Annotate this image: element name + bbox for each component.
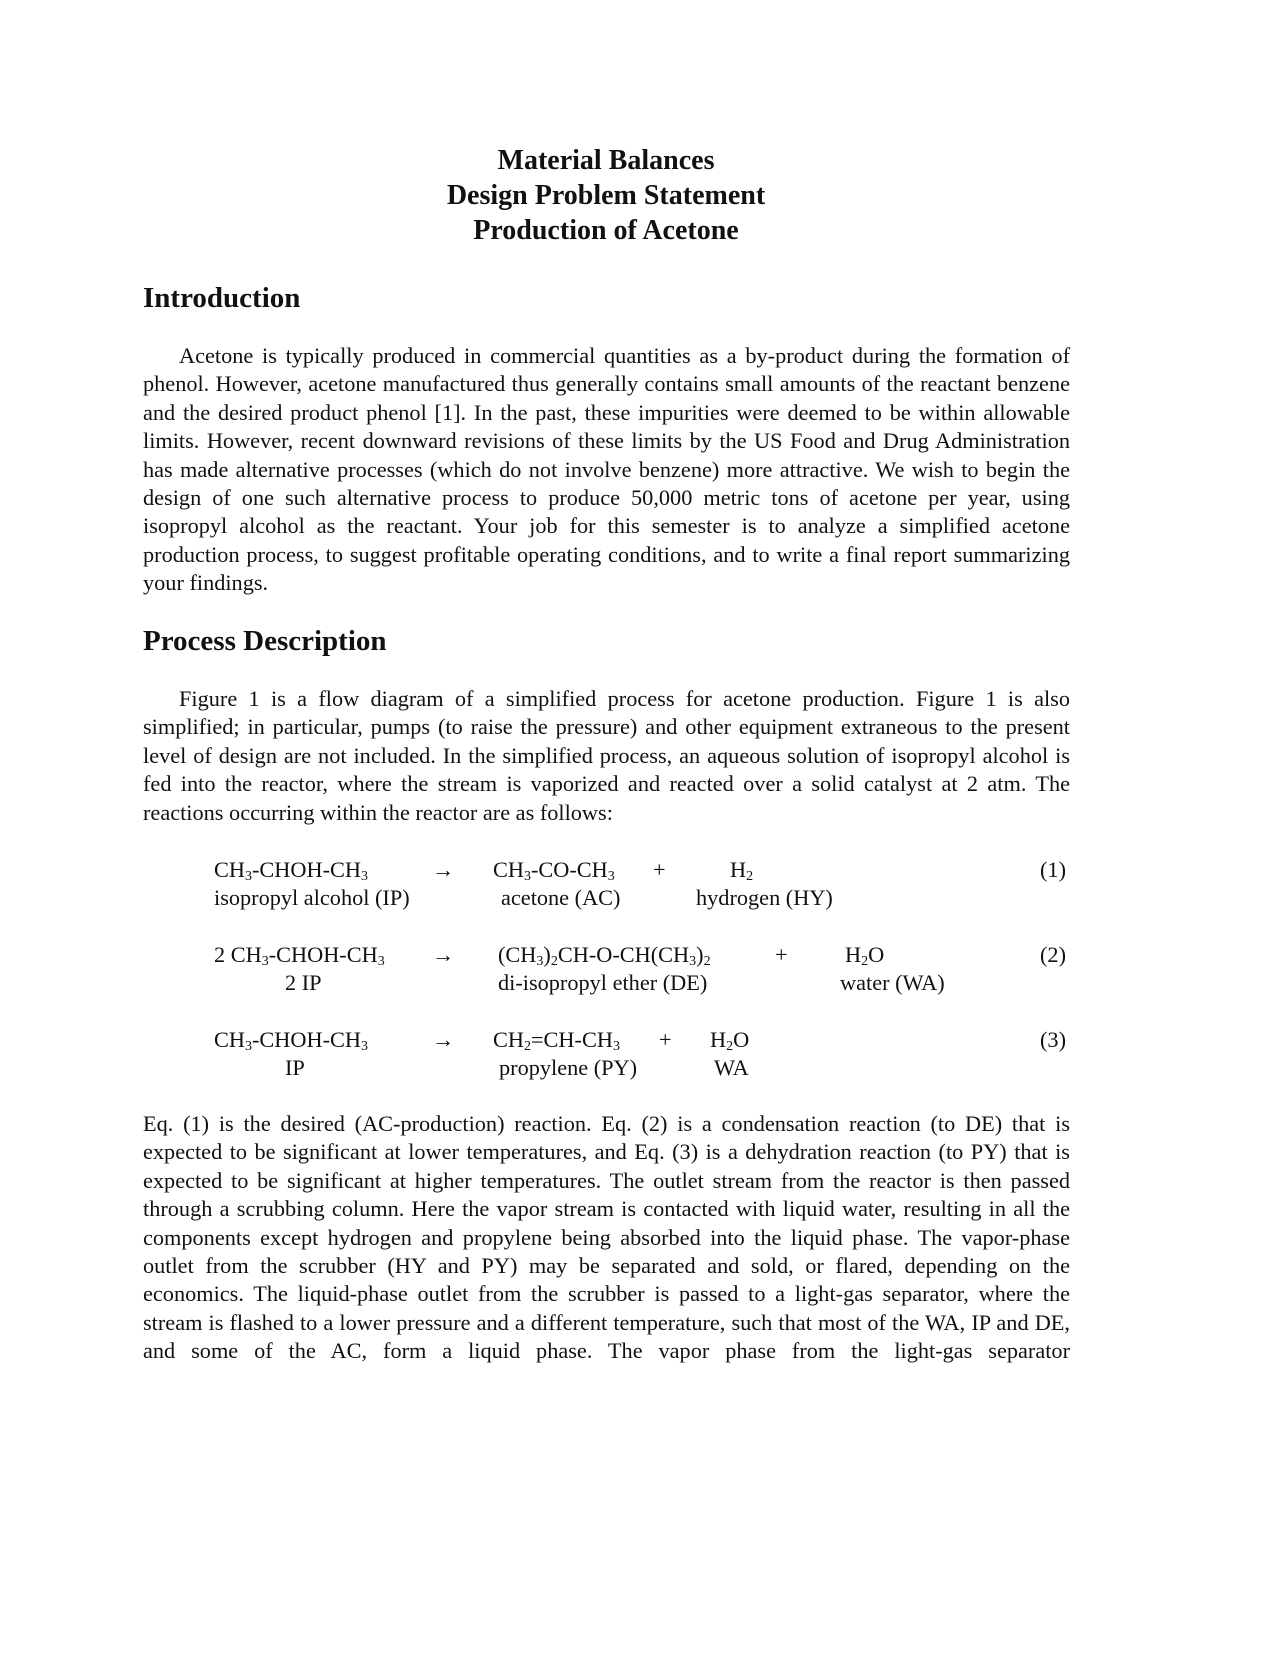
eq3-number: (3) [1040,1027,1066,1052]
formula-subscript: 2 [523,1039,531,1054]
formula-text: (CH [498,942,537,967]
heading-introduction: Introduction [143,282,301,314]
eq3-plus: + [659,1027,672,1052]
formula-subscript: 3 [361,1039,368,1054]
eq1-number: (1) [1040,857,1066,882]
eq3-product-1 [493,1026,620,1054]
eq1-plus: + [653,857,666,882]
formula-subscript: 3 [607,869,615,884]
formula-text: H [730,857,747,882]
eq1-product-1-label: acetone (AC) [501,885,621,910]
formula-text: H [710,1027,727,1052]
eq1-arrow: → [432,857,455,882]
formula-subscript: 2 [746,869,754,884]
eq2-plus: + [775,942,788,967]
formula-subscript: 3 [361,869,368,884]
process-paragraph-1: Figure 1 is a flow diagram of a simplified process for acetone production. Figure 1 is also simplified; in particular, pumps (to raise the pressure) and other equipment extraneous to the present level of design are not included. In the simplified process, an aqueous solution of isopropyl alcohol is fed into the reactor, where the stream is vaporized and reacted over a solid catalyst at 2 atm. The reactions occurring within the reactor are as follows: [143,686,1070,825]
process-paragraph-2: Eq. (1) is the desired (AC-production) reaction. Eq. (2) is a condensation reaction (to DE) that is expected to be significant at lower temperatures, and Eq. (3) is a dehydration reaction (to PY) that is expected to be significant at higher temperatures. The outlet stream from the reactor is then passed through a scrubbing column. Here the vapor stream is contacted with liquid water, resulting in all the components except hydrogen and propylene being absorbed into the liquid phase. The vapor-phase outlet from the scrubber (HY and PY) may be separated and sold, or flared, depending on the economics. The liquid-phase outlet from the scrubber is passed to a light-gas separator, where the stream is flashed to a lower pressure and a different temperature, such that most of the WA, IP and DE, and some of the AC, form a liquid phase. The vapor phase from the light-gas separator [143,1111,1070,1364]
heading-process-description: Process Description [143,625,387,657]
eq3-product-2-label: WA [714,1055,749,1080]
eq2-product-1-label: di-isopropyl ether (DE) [498,970,708,995]
formula-subscript: 2 [550,954,558,969]
formula-subscript: 3 [377,954,385,969]
formula-text: -CO-CH [530,857,608,882]
eq1-reactant-label: isopropyl alcohol (IP) [214,885,410,910]
formula-text: -CHOH-CH [268,942,378,967]
formula-text: CH [214,1027,245,1052]
formula-text: ) [696,942,704,967]
eq3-product-2 [710,1026,749,1054]
formula-subscript: 3 [261,954,269,969]
formula-text: CH-O-CH(CH [557,942,690,967]
eq2-product-2 [845,941,884,969]
formula-subscript: 2 [726,1039,734,1054]
formula-text: -CHOH-CH [251,1027,361,1052]
formula-text: ) [543,942,551,967]
title-line-3: Production of Acetone [473,215,739,246]
eq2-product-1 [498,941,711,969]
formula-subscript: 3 [536,954,544,969]
formula-subscript: 3 [244,1039,252,1054]
eq2-number: (2) [1040,942,1066,967]
eq3-reactant-label: IP [285,1055,305,1080]
formula-text: CH [214,857,245,882]
formula-subscript: 3 [689,954,697,969]
introduction-paragraph: Acetone is typically produced in commercial quantities as a by-product during the formation of phenol. However, acetone manufactured thus generally contains small amounts of the reactant benzene and the desired product phenol [1]. In the past, these impurities were deemed to be within allowable limits. However, recent downward revisions of these limits by the US Food and Drug Administration has made alternative processes (which do not involve benzene) more attractive. We wish to begin the design of one such alternative process to produce 50,000 metric tons of acetone per year, using isopropyl alcohol as the reactant. Your job for this semester is to analyze a simplified acetone production process, to suggest profitable operating conditions, and to write a final report summarizing your findings. [143,343,1070,596]
eq1-reactant [214,856,368,884]
formula-subscript: 2 [703,954,711,969]
eq3-product-1-label: propylene (PY) [499,1055,638,1080]
eq2-reactant [214,941,385,969]
formula-text: =CH-CH [530,1027,613,1052]
formula-subscript: 3 [612,1039,620,1054]
formula-text: 2 CH [214,942,262,967]
formula-subscript: 3 [244,869,252,884]
document-title [0,143,1212,248]
formula-text: H [845,942,862,967]
eq1-product-2 [730,856,753,884]
eq3-reactant [214,1026,368,1054]
eq2-reactant-label: 2 IP [285,970,322,995]
formula-text: -CHOH-CH [251,857,361,882]
eq2-arrow: → [432,942,455,967]
formula-text: O [868,942,885,967]
formula-subscript: 3 [523,869,531,884]
formula-text: CH [493,857,524,882]
eq3-arrow: → [432,1027,455,1052]
formula-subscript: 2 [861,954,869,969]
title-line-2: Design Problem Statement [446,180,766,211]
eq1-product-1 [493,856,615,884]
eq2-product-2-label: water (WA) [840,970,945,995]
title-line-1: Material Balances [497,145,715,176]
formula-text: O [733,1027,750,1052]
eq1-product-2-label: hydrogen (HY) [696,885,833,910]
formula-text: CH [493,1027,524,1052]
